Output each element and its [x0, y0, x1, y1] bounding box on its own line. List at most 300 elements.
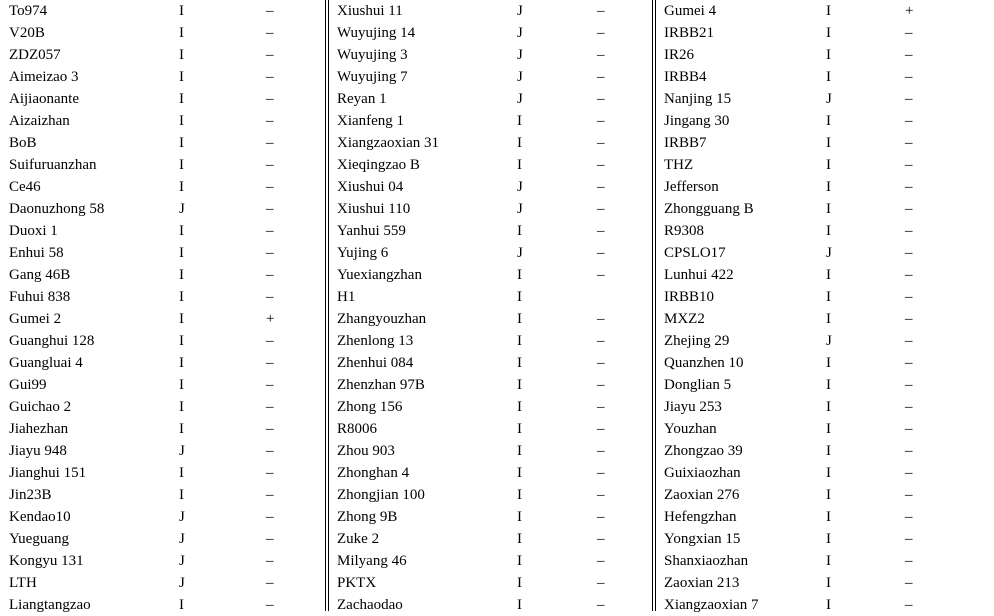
- marker-result: –: [597, 25, 605, 41]
- subspecies-group: I: [179, 179, 184, 195]
- subspecies-group: I: [517, 597, 522, 613]
- marker-result: –: [266, 289, 274, 305]
- variety-name: H1: [337, 289, 356, 305]
- subspecies-group: I: [517, 377, 522, 393]
- table-row: [337, 550, 649, 572]
- table-row: [9, 220, 321, 242]
- variety-name: Zaoxian 276: [664, 487, 740, 503]
- marker-result: –: [905, 509, 913, 525]
- subspecies-group: I: [826, 267, 831, 283]
- table-row: [337, 66, 649, 88]
- subspecies-group: I: [826, 201, 831, 217]
- table-row: [337, 242, 649, 264]
- variety-name: BoB: [9, 135, 37, 151]
- variety-name: Xianfeng 1: [337, 113, 405, 129]
- subspecies-group: I: [179, 267, 184, 283]
- marker-result: –: [905, 487, 913, 503]
- variety-name: Wuyujing 3: [337, 47, 408, 63]
- marker-result: –: [597, 355, 605, 371]
- marker-result: –: [597, 113, 605, 129]
- variety-name: Yanhui 559: [337, 223, 406, 239]
- marker-result: –: [905, 25, 913, 41]
- variety-name: Zhenzhan 97B: [337, 377, 425, 393]
- variety-name: Guanghui 128: [9, 333, 95, 349]
- variety-name: Zhangyouzhan: [337, 311, 427, 327]
- table-row: [337, 462, 649, 484]
- subspecies-group: I: [826, 377, 831, 393]
- subspecies-group: I: [179, 135, 184, 151]
- subspecies-group: I: [179, 3, 184, 19]
- marker-result: –: [266, 245, 274, 261]
- variety-name: Zhong 156: [337, 399, 403, 415]
- marker-result: –: [597, 465, 605, 481]
- table-row: [337, 286, 649, 308]
- table-row: [9, 418, 321, 440]
- marker-result: –: [597, 443, 605, 459]
- variety-name: CPSLO17: [664, 245, 726, 261]
- table-row: [337, 506, 649, 528]
- table-row: [337, 330, 649, 352]
- marker-result: –: [266, 135, 274, 151]
- marker-result: –: [266, 553, 274, 569]
- table-row: [9, 242, 321, 264]
- variety-name: Youzhan: [664, 421, 717, 437]
- table-row: [9, 88, 321, 110]
- variety-name: Hefengzhan: [664, 509, 737, 525]
- marker-result: –: [597, 421, 605, 437]
- variety-name: Xiushui 04: [337, 179, 404, 195]
- subspecies-group: I: [517, 443, 522, 459]
- marker-result: –: [905, 311, 913, 327]
- marker-result: –: [905, 223, 913, 239]
- table-row: [337, 484, 649, 506]
- subspecies-group: I: [517, 267, 522, 283]
- subspecies-group: I: [179, 333, 184, 349]
- subspecies-group: I: [826, 443, 831, 459]
- variety-name: ZDZ057: [9, 47, 61, 63]
- subspecies-group: J: [179, 201, 185, 217]
- table-row: [9, 22, 321, 44]
- marker-result: –: [266, 267, 274, 283]
- subspecies-group: I: [517, 113, 522, 129]
- variety-name: Xieqingzao B: [337, 157, 420, 173]
- subspecies-group: I: [517, 487, 522, 503]
- table-row: [664, 550, 984, 572]
- marker-result: –: [597, 597, 605, 613]
- table-row: [9, 330, 321, 352]
- subspecies-group: I: [826, 421, 831, 437]
- marker-result: –: [597, 311, 605, 327]
- marker-result: –: [266, 157, 274, 173]
- subspecies-group: I: [179, 487, 184, 503]
- variety-name: Zachaodao: [337, 597, 403, 613]
- variety-name: Reyan 1: [337, 91, 387, 107]
- variety-name: Gumei 2: [9, 311, 62, 327]
- subspecies-group: I: [179, 157, 184, 173]
- table-row: [664, 506, 984, 528]
- marker-result: –: [905, 597, 913, 613]
- subspecies-group: I: [826, 531, 831, 547]
- variety-name: IRBB7: [664, 135, 707, 151]
- variety-name: Aizaizhan: [9, 113, 70, 129]
- column-divider: [655, 0, 656, 611]
- marker-result: –: [266, 465, 274, 481]
- variety-name: MXZ2: [664, 311, 705, 327]
- table-row: [664, 286, 984, 308]
- subspecies-group: J: [179, 443, 185, 459]
- subspecies-group: I: [517, 575, 522, 591]
- subspecies-group: J: [826, 333, 832, 349]
- variety-name: Zhenhui 084: [337, 355, 414, 371]
- marker-result: –: [266, 443, 274, 459]
- subspecies-group: J: [517, 69, 523, 85]
- marker-result: –: [905, 355, 913, 371]
- table-row: [9, 462, 321, 484]
- table-row: [337, 594, 649, 616]
- subspecies-group: I: [179, 311, 184, 327]
- subspecies-group: I: [517, 157, 522, 173]
- marker-result: –: [905, 113, 913, 129]
- table-row: [664, 528, 984, 550]
- table-row: [337, 154, 649, 176]
- variety-name: Jiayu 948: [9, 443, 67, 459]
- table-row: [9, 198, 321, 220]
- table-column-1: [9, 0, 321, 611]
- marker-result: –: [597, 399, 605, 415]
- variety-name: Xiangzaoxian 7: [664, 597, 759, 613]
- subspecies-group: I: [826, 289, 831, 305]
- table-row: [337, 176, 649, 198]
- marker-result: –: [905, 179, 913, 195]
- table-row: [664, 484, 984, 506]
- marker-result: –: [266, 355, 274, 371]
- marker-result: –: [597, 69, 605, 85]
- marker-result: –: [597, 575, 605, 591]
- variety-name: Liangtangzao: [9, 597, 91, 613]
- subspecies-group: I: [826, 47, 831, 63]
- subspecies-group: I: [826, 399, 831, 415]
- subspecies-group: I: [826, 3, 831, 19]
- marker-result: –: [597, 531, 605, 547]
- subspecies-group: I: [826, 157, 831, 173]
- subspecies-group: I: [179, 91, 184, 107]
- table-row: [9, 506, 321, 528]
- variety-name: Xiushui 11: [337, 3, 403, 19]
- table-row: [337, 528, 649, 550]
- variety-name: Shanxiaozhan: [664, 553, 749, 569]
- variety-name: Jefferson: [664, 179, 719, 195]
- subspecies-group: I: [179, 421, 184, 437]
- variety-name: Fuhui 838: [9, 289, 71, 305]
- subspecies-group: I: [179, 245, 184, 261]
- table-row: [337, 44, 649, 66]
- marker-result: –: [905, 377, 913, 393]
- table-row: [9, 308, 321, 330]
- variety-name: Jin23B: [9, 487, 52, 503]
- variety-name: Suifuruanzhan: [9, 157, 97, 173]
- table-row: [664, 88, 984, 110]
- variety-name: To974: [9, 3, 48, 19]
- subspecies-group: J: [179, 531, 185, 547]
- table-row: [337, 198, 649, 220]
- subspecies-group: I: [517, 399, 522, 415]
- table-row: [664, 374, 984, 396]
- variety-name: IR26: [664, 47, 694, 63]
- marker-result: –: [905, 575, 913, 591]
- subspecies-group: I: [826, 553, 831, 569]
- table-row: [664, 242, 984, 264]
- variety-name: Daonuzhong 58: [9, 201, 105, 217]
- marker-result: +: [905, 3, 914, 19]
- variety-name: Jiahezhan: [9, 421, 69, 437]
- subspecies-group: I: [179, 289, 184, 305]
- marker-result: –: [266, 223, 274, 239]
- marker-result: –: [597, 553, 605, 569]
- variety-name: Xiangzaoxian 31: [337, 135, 440, 151]
- variety-name: Duoxi 1: [9, 223, 58, 239]
- table-row: [9, 0, 321, 22]
- variety-name: Yueguang: [9, 531, 69, 547]
- marker-result: –: [905, 69, 913, 85]
- variety-name: Gui99: [9, 377, 47, 393]
- marker-result: –: [597, 47, 605, 63]
- variety-name: Jiayu 253: [664, 399, 722, 415]
- table-row: [9, 352, 321, 374]
- table-row: [664, 22, 984, 44]
- variety-name: Kongyu 131: [9, 553, 84, 569]
- marker-result: –: [597, 91, 605, 107]
- variety-name: Aimeizao 3: [9, 69, 79, 85]
- variety-name: PKTX: [337, 575, 377, 591]
- table-row: [9, 110, 321, 132]
- variety-name: Guichao 2: [9, 399, 72, 415]
- table-row: [9, 572, 321, 594]
- table-row: [664, 572, 984, 594]
- subspecies-group: I: [517, 223, 522, 239]
- subspecies-group: I: [517, 465, 522, 481]
- marker-result: –: [597, 223, 605, 239]
- table-row: [664, 198, 984, 220]
- marker-result: –: [597, 201, 605, 217]
- variety-name: Yujing 6: [337, 245, 389, 261]
- variety-name: Zhongzao 39: [664, 443, 743, 459]
- subspecies-group: I: [179, 47, 184, 63]
- variety-name: Zuke 2: [337, 531, 380, 547]
- subspecies-group: I: [179, 113, 184, 129]
- table-row: [664, 594, 984, 616]
- table-row: [9, 176, 321, 198]
- variety-name: Zhongguang B: [664, 201, 754, 217]
- variety-name: Gumei 4: [664, 3, 717, 19]
- table-column-2: [337, 0, 649, 611]
- subspecies-group: I: [179, 597, 184, 613]
- variety-name: Gang 46B: [9, 267, 71, 283]
- subspecies-group: I: [826, 69, 831, 85]
- subspecies-group: I: [826, 25, 831, 41]
- table-row: [337, 220, 649, 242]
- marker-result: –: [905, 47, 913, 63]
- variety-name: R9308: [664, 223, 705, 239]
- table-row: [337, 308, 649, 330]
- subspecies-group: J: [179, 509, 185, 525]
- subspecies-group: J: [179, 575, 185, 591]
- marker-result: –: [266, 487, 274, 503]
- table-row: [9, 154, 321, 176]
- subspecies-group: I: [826, 487, 831, 503]
- variety-name: Guixiaozhan: [664, 465, 741, 481]
- variety-name: Yongxian 15: [664, 531, 741, 547]
- table-column-3: [664, 0, 984, 611]
- marker-result: –: [266, 333, 274, 349]
- marker-result: –: [905, 531, 913, 547]
- table-row: [9, 264, 321, 286]
- table-row: [9, 44, 321, 66]
- table-row: [337, 418, 649, 440]
- marker-result: –: [905, 267, 913, 283]
- variety-name: Lunhui 422: [664, 267, 734, 283]
- variety-name: Aijiaonante: [9, 91, 79, 107]
- marker-result: –: [905, 135, 913, 151]
- subspecies-group: I: [517, 421, 522, 437]
- variety-name: Xiushui 110: [337, 201, 411, 217]
- marker-result: –: [905, 157, 913, 173]
- table-row: [337, 374, 649, 396]
- table-row: [337, 88, 649, 110]
- table-row: [337, 352, 649, 374]
- table-row: [664, 440, 984, 462]
- marker-result: –: [905, 289, 913, 305]
- subspecies-group: I: [517, 311, 522, 327]
- marker-result: –: [266, 201, 274, 217]
- variety-name: IRBB10: [664, 289, 715, 305]
- marker-result: –: [905, 91, 913, 107]
- marker-result: –: [266, 91, 274, 107]
- variety-name: Zhenlong 13: [337, 333, 414, 349]
- table-row: [9, 66, 321, 88]
- table-row: [9, 440, 321, 462]
- table-row: [9, 528, 321, 550]
- marker-result: –: [597, 377, 605, 393]
- variety-name: IRBB4: [664, 69, 707, 85]
- marker-result: –: [266, 399, 274, 415]
- variety-name: Wuyujing 7: [337, 69, 408, 85]
- subspecies-group: J: [826, 245, 832, 261]
- table-row: [337, 0, 649, 22]
- subspecies-group: J: [517, 3, 523, 19]
- subspecies-group: I: [179, 355, 184, 371]
- subspecies-group: I: [826, 575, 831, 591]
- subspecies-group: I: [179, 465, 184, 481]
- table-row: [337, 440, 649, 462]
- table-row: [664, 220, 984, 242]
- table-row: [337, 264, 649, 286]
- variety-name: Quanzhen 10: [664, 355, 744, 371]
- table-row: [664, 264, 984, 286]
- table-row: [664, 44, 984, 66]
- column-divider: [652, 0, 653, 611]
- table-row: [9, 594, 321, 616]
- table-row: [9, 484, 321, 506]
- subspecies-group: J: [517, 91, 523, 107]
- subspecies-group: I: [517, 531, 522, 547]
- subspecies-group: I: [826, 113, 831, 129]
- marker-result: –: [597, 3, 605, 19]
- marker-result: –: [597, 245, 605, 261]
- variety-name: Milyang 46: [337, 553, 407, 569]
- variety-name: Jingang 30: [664, 113, 730, 129]
- variety-name: IRBB21: [664, 25, 715, 41]
- table-row: [337, 22, 649, 44]
- subspecies-group: I: [826, 135, 831, 151]
- subspecies-group: J: [826, 91, 832, 107]
- table-row: [9, 550, 321, 572]
- marker-result: –: [266, 69, 274, 85]
- marker-result: –: [597, 267, 605, 283]
- subspecies-group: I: [179, 223, 184, 239]
- table-row: [664, 132, 984, 154]
- subspecies-group: I: [517, 553, 522, 569]
- marker-result: –: [266, 575, 274, 591]
- marker-result: –: [905, 421, 913, 437]
- subspecies-group: I: [179, 69, 184, 85]
- marker-result: –: [597, 509, 605, 525]
- variety-name: LTH: [9, 575, 37, 591]
- variety-name: Zhonghan 4: [337, 465, 410, 481]
- subspecies-group: I: [826, 355, 831, 371]
- table-row: [664, 66, 984, 88]
- subspecies-group: I: [826, 597, 831, 613]
- marker-result: –: [266, 25, 274, 41]
- variety-name: Jianghui 151: [9, 465, 87, 481]
- variety-name: Zhou 903: [337, 443, 395, 459]
- variety-name: V20B: [9, 25, 45, 41]
- marker-result: –: [597, 487, 605, 503]
- variety-name: THZ: [664, 157, 694, 173]
- marker-result: –: [266, 47, 274, 63]
- subspecies-group: J: [517, 179, 523, 195]
- marker-result: –: [905, 245, 913, 261]
- marker-result: –: [905, 553, 913, 569]
- table-row: [337, 110, 649, 132]
- marker-result: –: [597, 135, 605, 151]
- variety-name: Guangluai 4: [9, 355, 83, 371]
- variety-name: Enhui 58: [9, 245, 64, 261]
- variety-name: Zhong 9B: [337, 509, 398, 525]
- column-divider: [325, 0, 326, 611]
- marker-result: –: [597, 157, 605, 173]
- table-row: [9, 396, 321, 418]
- subspecies-group: I: [517, 289, 522, 305]
- table-row: [9, 132, 321, 154]
- subspecies-group: J: [517, 245, 523, 261]
- table-row: [664, 308, 984, 330]
- subspecies-group: I: [826, 223, 831, 239]
- subspecies-group: I: [179, 399, 184, 415]
- marker-result: –: [905, 201, 913, 217]
- column-divider: [328, 0, 329, 611]
- subspecies-group: I: [826, 465, 831, 481]
- subspecies-group: I: [826, 509, 831, 525]
- subspecies-group: I: [826, 179, 831, 195]
- variety-name: Ce46: [9, 179, 41, 195]
- marker-result: –: [597, 333, 605, 349]
- subspecies-group: I: [179, 377, 184, 393]
- variety-name: Yuexiangzhan: [337, 267, 422, 283]
- marker-result: –: [597, 179, 605, 195]
- table-row: [664, 176, 984, 198]
- variety-name: Kendao10: [9, 509, 71, 525]
- table-row: [337, 572, 649, 594]
